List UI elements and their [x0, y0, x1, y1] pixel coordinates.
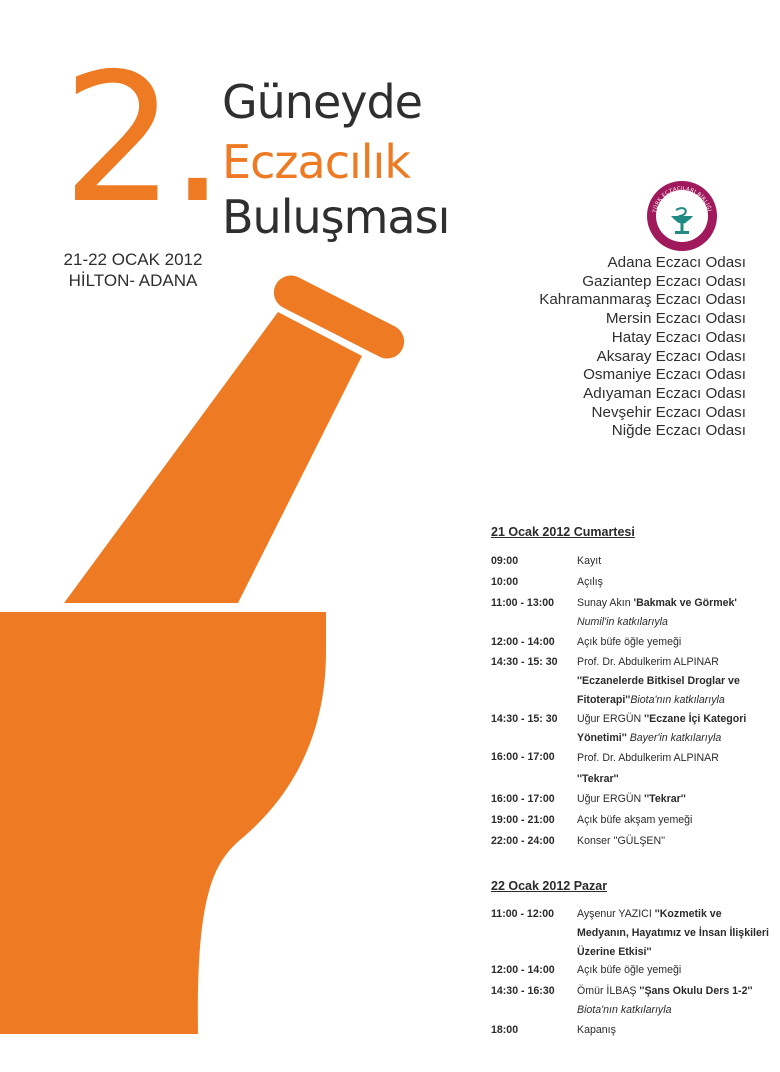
- pharmacy-chamber-seal-icon: [646, 180, 718, 252]
- row-time: 10:00: [491, 576, 519, 588]
- chamber-item: Aksaray Eczacı Odası: [596, 347, 746, 365]
- row-sponsor: Biota'nın katkılarıyla: [630, 694, 725, 706]
- event-date: 21-22 OCAK 2012: [63, 250, 203, 269]
- row-desc: [577, 573, 773, 592]
- mortar-bowl: [0, 612, 326, 1034]
- row-desc: [577, 790, 773, 809]
- day1-title: 21 Ocak 2012 Cumartesi: [491, 525, 635, 539]
- row-title: ''Şans Okulu Ders 1-2'': [639, 985, 753, 997]
- row-text: Açık büfe akşam yemeği: [577, 814, 693, 826]
- row-text: Kayıt: [577, 555, 602, 567]
- row-text: Kapanış: [577, 1024, 616, 1036]
- row-sponsor: Numil'in katkılarıyla: [577, 616, 668, 628]
- row-text: Prof. Dr. Abdulkerim ALPINAR: [577, 752, 719, 764]
- chamber-item: Nevşehir Eczacı Odası: [591, 403, 746, 421]
- row-text: Uğur ERGÜN: [577, 713, 645, 725]
- row-time: 18:00: [491, 1024, 519, 1036]
- chamber-item: Mersin Eczacı Odası: [605, 310, 746, 328]
- row-text: Konser ''GÜLŞEN'': [577, 835, 666, 847]
- chamber-item: Adana Eczacı Odası: [607, 254, 746, 271]
- row-time: 16:00 - 17:00: [491, 751, 555, 763]
- title-line-1: Güneyde: [222, 75, 422, 129]
- row-desc: [577, 748, 773, 790]
- row-text: Ayşenur YAZICI: [577, 908, 655, 920]
- row-title: ''Kozmetik ve Medyanın, Hayatımız ve İnsan İlişkileri Üzerine Etkisi'': [577, 908, 769, 958]
- row-sponsor: Bayer'in katkılarıyla: [626, 732, 722, 744]
- row-desc: [577, 811, 773, 830]
- row-title: ''Eczanelerde Bitkisel Droglar ve Fitoterapi'': [577, 675, 740, 706]
- seal-text: TÜRK ECZACILARI BİRLİĞİ: [652, 185, 712, 214]
- chamber-item: Gaziantep Eczacı Odası: [582, 272, 746, 290]
- row-desc: [577, 961, 773, 980]
- pestle-shaft: [64, 312, 362, 603]
- row-desc: [577, 594, 773, 632]
- edition-number: 2.: [62, 35, 220, 242]
- chamber-list: [426, 254, 746, 441]
- row-title: ''Tekrar'': [577, 773, 619, 785]
- row-text: Uğur ERGÜN: [577, 793, 645, 805]
- row-desc: [577, 710, 773, 748]
- chamber-item: Niğde Eczacı Odası: [611, 422, 746, 440]
- row-time: 12:00 - 14:00: [491, 636, 555, 648]
- row-title: ''Tekrar'': [644, 793, 686, 805]
- row-time: 09:00: [491, 555, 519, 567]
- title-line-2: Eczacılık: [222, 135, 410, 189]
- row-desc: [577, 633, 773, 652]
- chamber-item: Osmaniye Eczacı Odası: [583, 366, 746, 384]
- row-desc: [577, 832, 773, 851]
- chamber-item: Kahramanmaraş Eczacı Odası: [539, 291, 746, 309]
- row-desc: [577, 1021, 773, 1040]
- day2-title: 22 Ocak 2012 Pazar: [491, 879, 608, 893]
- row-text: Prof. Dr. Abdulkerim ALPINAR: [577, 656, 719, 668]
- row-time: 11:00 - 13:00: [491, 597, 555, 609]
- row-time: 19:00 - 21:00: [491, 814, 555, 826]
- chamber-item: Adıyaman Eczacı Odası: [583, 384, 746, 402]
- row-time: 16:00 - 17:00: [491, 793, 555, 805]
- row-time: 14:30 - 15: 30: [491, 656, 558, 668]
- row-text: Açılış: [577, 576, 603, 588]
- row-time: 22:00 - 24:00: [491, 835, 555, 847]
- row-title: ''Eczane İçi Kategori Yönetimi'': [577, 713, 747, 744]
- row-text: Ömür İLBAŞ: [577, 985, 640, 997]
- row-sponsor: Biota'nın katkılarıyla: [577, 1004, 672, 1016]
- chamber-item: Hatay Eczacı Odası: [611, 328, 746, 346]
- row-desc: [577, 982, 773, 1020]
- row-time: 14:30 - 15: 30: [491, 713, 558, 725]
- row-desc: [577, 552, 773, 571]
- event-venue: HİLTON- ADANA: [68, 271, 198, 290]
- row-text: Açık büfe öğle yemeği: [577, 964, 682, 976]
- title-line-3: Buluşması: [222, 190, 450, 244]
- row-desc: [577, 653, 773, 710]
- row-time: 14:30 - 16:30: [491, 985, 555, 997]
- row-time: 11:00 - 12:00: [491, 908, 555, 920]
- row-text: Açık büfe öğle yemeği: [577, 636, 682, 648]
- row-title: 'Bakmak ve Görmek': [633, 597, 737, 609]
- row-text: Sunay Akın: [577, 597, 634, 609]
- row-time: 12:00 - 14:00: [491, 964, 555, 976]
- row-desc: [577, 905, 773, 962]
